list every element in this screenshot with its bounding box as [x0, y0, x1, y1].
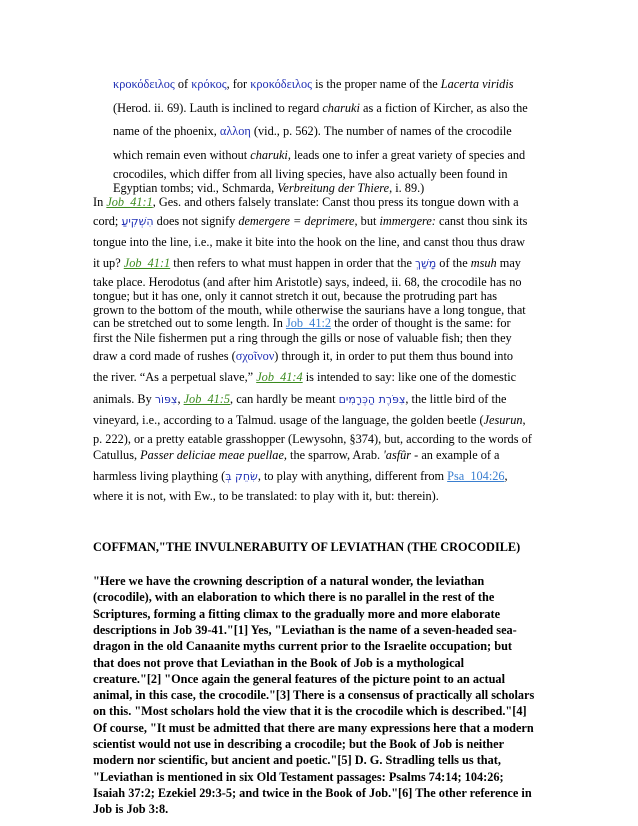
note-line-4 [113, 148, 569, 163]
italic-text: charuki [322, 101, 360, 115]
text: tongue into the line, i.e., make it bite into the hook on the line, and canst thou thus draw [93, 235, 526, 249]
hebrew-word: שִׂחֵק בְּ [225, 470, 258, 483]
paragraph-line: scientist would not use in describing a crocodile; but the Book of Job is neither [93, 737, 505, 752]
text: harmless living plaything ( [93, 469, 226, 483]
text: , [522, 413, 526, 427]
section-heading: COFFMAN,"THE INVULNERABUITY OF LEVIATHAN (THE CROCODILE) [93, 540, 521, 554]
text: In [93, 195, 107, 209]
greek-word: κρόκος [191, 77, 227, 91]
note-line-6 [113, 181, 569, 196]
text: the sparrow, Arab. [286, 448, 384, 462]
body-line-16 [93, 469, 549, 484]
text: grown to the bottom of the mouth, while otherwise the saurians have a long tongue, that [93, 303, 526, 317]
hebrew-word: הִשְׁקִיעַ [121, 215, 154, 228]
body-line-8 [93, 316, 549, 331]
note-line-5 [113, 167, 569, 182]
body-line-9 [93, 331, 549, 346]
text: as a fiction of Kircher, as also the [359, 101, 528, 115]
scripture-link[interactable]: Job_41:4 [256, 370, 303, 384]
italic-text: Lacerta viridis [440, 77, 514, 91]
text: cord; [93, 214, 122, 228]
body-line-2 [93, 214, 549, 229]
text: is intended to say: like one of the domestic [302, 370, 517, 384]
text: may [496, 256, 521, 270]
scripture-link[interactable]: Job_41:1 [123, 256, 171, 270]
scripture-link[interactable]: Psa_104:26 [447, 469, 505, 483]
paragraph-line: "Leviathan is mentioned in six Old Testament passages: Psalms 74:14; 104:26; [93, 769, 504, 784]
body-line-13 [93, 413, 549, 428]
text: , the little bird of the [405, 392, 507, 406]
text: is the proper name of the [312, 77, 441, 91]
text: vineyard, i.e., according to a Talmud. usage of the language, the golden beetle ( [93, 413, 484, 427]
paragraph-line: modern nor scientific, but ancient and poetic."[5] D. G. Stradling tells us that, [93, 753, 501, 768]
text: , Ges. and others falsely translate: Canst thou press its tongue down with a [152, 195, 519, 209]
italic-text: charuki, [250, 148, 291, 162]
text: p. 222), or a pretty eatable grasshopper (Lewysohn, §374), but, according to the words of [93, 432, 532, 446]
paragraph-line: animal, in this case, the crocodile."[3] There is a consensus of practically all scholars [93, 688, 535, 703]
text: , but [354, 214, 380, 228]
body-line-1 [93, 195, 549, 210]
italic-text: demergere = deprimere [238, 214, 355, 228]
paragraph-line: Scriptures, forming a fitting climax to the gradually more and more elaborate [93, 606, 501, 621]
scripture-link[interactable]: Job_41:1 [106, 195, 153, 209]
paragraph-line: Job is Job 3:8. [93, 802, 169, 816]
greek-word: σχοῖνον [235, 349, 275, 363]
text: the river. “As a perpetual slave,” [93, 370, 257, 384]
text: of [174, 77, 192, 91]
greek-word: αλλοη [219, 124, 251, 138]
hebrew-word: צִפֹּרֶת הַכְּרָמִים [338, 393, 406, 406]
text: ) through it, in order to put them thus bound into [274, 349, 514, 363]
hebrew-word: צִפּוֹר [154, 393, 178, 406]
note-line-2 [113, 101, 569, 116]
hebrew-word: מָשַׁךְ [415, 257, 437, 270]
paragraph-line: Of course, "It must be admitted that there are many expressions here that a modern [93, 721, 534, 735]
text: (vid., p. 562). The number of names of the crocodile [250, 124, 512, 138]
text: , for [226, 77, 251, 91]
paragraph-line: (crocodile), with an elaboration to which there is no parallel in the rest of the [93, 590, 495, 605]
greek-word: κροκόδειλος [113, 77, 175, 91]
body-line-15 [93, 448, 549, 463]
body-line-5 [93, 275, 549, 290]
paragraph-line: creature."[2] "Once again the general features of the picture point to an actual [93, 671, 505, 686]
text: take place. Herodotus (and after him Aristotle) says, indeed, ii. 68, the crocodile has no [93, 275, 522, 289]
body-line-4 [93, 256, 549, 271]
text: leads one to infer a great variety of species and [290, 148, 526, 162]
body-line-11 [93, 370, 549, 385]
italic-text: 'asfûr [383, 448, 412, 462]
body-line-14 [93, 432, 549, 447]
paragraph-line: descriptions in Job 39-41."[1] Yes, "Leviathan is the name of a seven-headed sea- [93, 622, 517, 637]
italic-text: Jesurun [483, 413, 523, 427]
text: where it is not, with Ew., to be translated: to play with it, but: therein). [93, 489, 439, 503]
text: first the Nile fishermen put a ring through the gills or nose of valuable fish; then they [93, 331, 512, 345]
text: crocodiles, which differ from all living species, have also actually been found in [113, 167, 508, 181]
text: it up? [93, 256, 124, 270]
note-line-1 [113, 77, 569, 92]
text: canst thou sink its [435, 214, 528, 228]
paragraph-line: on this. "Most scholars hold the view that it is the crocodile which is described."[4] [93, 704, 527, 719]
text: - an example of a [411, 448, 500, 462]
italic-text: immergere: [379, 214, 436, 228]
text: draw a cord made of rushes ( [93, 349, 236, 363]
text: , to play with anything, different from [257, 469, 448, 483]
paragraph-line: dragon in the old Canaanite myths current prior to the Israelite occupation; but [93, 639, 513, 654]
body-line-3 [93, 235, 549, 250]
text: (Herod. ii. 69). Lauth is inclined to regard [113, 101, 323, 115]
italic-text: msuh [470, 256, 497, 270]
body-line-12 [93, 392, 549, 407]
note-line-3 [113, 124, 569, 139]
text: does not signify [153, 214, 239, 228]
text: can be stretched out to some length. In [93, 316, 286, 330]
paragraph-line: that does not prove that Leviathan in the Book of Job is a mythological [93, 655, 465, 670]
text: , can hardly be meant [230, 392, 339, 406]
text: animals. By [93, 392, 155, 406]
italic-text: Passer deliciae meae puellae, [140, 448, 287, 462]
text: , i. 89.) [389, 181, 425, 195]
text: name of the phoenix, [113, 124, 220, 138]
text: Catullus, [93, 448, 141, 462]
text: of the [436, 256, 471, 270]
body-line-10 [93, 349, 549, 364]
text: tongue; but it has one, only it cannot stretch it out, because the protruding part has [93, 289, 497, 303]
text: Egyptian tombs; vid., Schmarda, [113, 181, 278, 195]
paragraph-line: "Here we have the crowning description of a natural wonder, the leviathan [93, 574, 485, 588]
text: then refers to what must happen in order that the [170, 256, 416, 270]
text: the order of thought is the same: for [331, 316, 511, 330]
body-line-17 [93, 489, 549, 504]
italic-text: Verbreitung der Thiere [277, 181, 390, 195]
body-line-6 [93, 289, 549, 304]
text: which remain even without [113, 148, 251, 162]
greek-word: κροκόδειλος [250, 77, 313, 91]
text: , [504, 469, 508, 483]
paragraph-line: Isaiah 37:2; Ezekiel 29:3-5; and twice in the Book of Job."[6] The other reference in [93, 785, 532, 800]
text: , [177, 392, 184, 406]
scripture-link[interactable]: Job_41:5 [183, 392, 231, 406]
scripture-link[interactable]: Job_41:2 [285, 316, 332, 330]
